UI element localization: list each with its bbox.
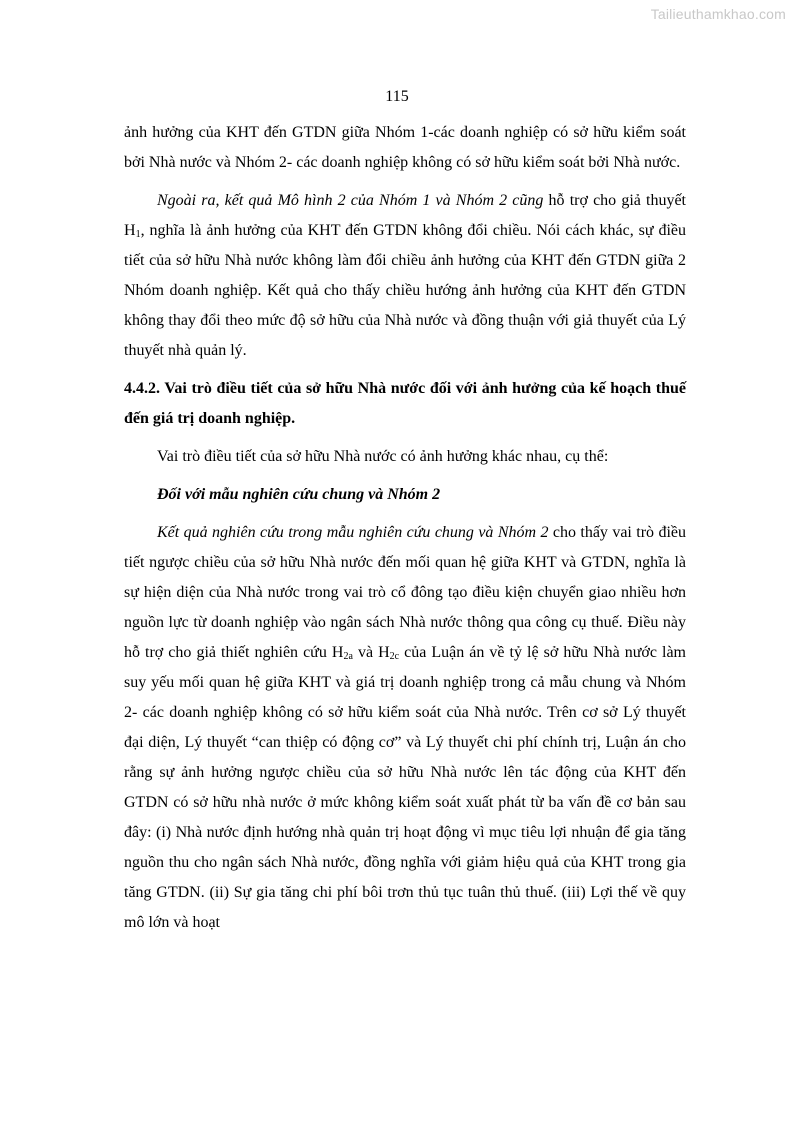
paragraph-2 xyxy=(124,186,686,366)
paragraph-4-text-a: cho thấy vai trò điều tiết ngược chiều của sở hữu Nhà nước đến mối quan hệ giữa KHT và GTDN, nghĩa là sự hiện diện của Nhà nước trong vai trò cổ đông tạo điều kiện chuyển giao nhiều hơn nguồn lực từ doanh nghiệp vào ngân sách Nhà nước thông qua công cụ thuế. Điều này hỗ trợ cho giả thiết nghiên cứu H xyxy=(124,524,687,661)
document-body xyxy=(124,118,686,946)
subheading xyxy=(124,480,686,510)
paragraph-2-text-a: hỗ trợ cho giả thuyết H xyxy=(124,192,687,239)
paragraph-4-italic: Kết quả nghiên cứu trong mẫu nghiên cứu chung và Nhóm 2 xyxy=(157,524,549,541)
section-heading: 4.4.2. Vai trò điều tiết của sở hữu Nhà nước đối với ảnh hưởng của kế hoạch thuế đến giá trị doanh nghiệp. xyxy=(124,380,686,427)
watermark: Tailieuthamkhao.com xyxy=(650,6,786,22)
paragraph-4-text-b: và H xyxy=(352,644,390,661)
paragraph-1: ảnh hưởng của KHT đến GTDN giữa Nhóm 1-các doanh nghiệp có sở hữu kiểm soát bởi Nhà nước và Nhóm 2- các doanh nghiệp không có sở hữu kiểm soát bởi Nhà nước. xyxy=(124,124,686,171)
paragraph-3: Vai trò điều tiết của sở hữu Nhà nước có ảnh hưởng khác nhau, cụ thể: xyxy=(157,448,609,465)
paragraph-2-text-b: , nghĩa là ảnh hưởng của KHT đến GTDN không đổi chiều. Nói cách khác, sự điều tiết của sở hữu Nhà nước không làm đổi chiều ảnh hưởng của KHT đến GTDN giữa 2 Nhóm doanh nghiệp. Kết quả cho thấy chiều hướng ảnh hưởng của KHT đến GTDN không thay đổi theo mức độ sở hữu của Nhà nước và đồng thuận với giả thuyết của Lý thuyết nhà quản lý. xyxy=(124,222,686,359)
subscript: 1 xyxy=(135,229,141,240)
subheading-text: Đối với mẫu nghiên cứu chung và Nhóm 2 xyxy=(157,486,441,503)
paragraph-4 xyxy=(124,518,686,938)
subscript: 2c xyxy=(389,651,400,662)
paragraph-2-italic: Ngoài ra, kết quả Mô hình 2 của Nhóm 1 và Nhóm 2 cũng xyxy=(157,192,544,209)
page-number: 115 xyxy=(385,88,409,105)
subscript: 2a xyxy=(343,651,353,662)
paragraph-4-text-c: của Luận án về tỷ lệ sở hữu Nhà nước làm suy yếu mối quan hệ giữa KHT và giá trị doanh nghiệp trong cả mẫu chung và Nhóm 2- các doanh nghiệp không có sở hữu kiểm soát của Nhà nước. Trên cơ sở Lý thuyết đại diện, Lý thuyết “can thiệp có động cơ” và Lý thuyết chi phí chính trị, Luận án cho rằng sự ảnh hưởng ngược chiều của sở hữu Nhà nước lên tác động của KHT đến GTDN có sở hữu nhà nước ở mức không kiểm soát xuất phát từ ba vấn đề cơ bản sau đây: (i) Nhà nước định hướng nhà quản trị hoạt động vì mục tiêu lợi nhuận để gia tăng nguồn thu cho ngân sách Nhà nước, đồng nghĩa với giảm hiệu quả của KHT trong gia tăng GTDN. (ii) Sự gia tăng chi phí bôi trơn thủ tục tuân thủ thuế. (iii) Lợi thế về quy mô lớn và hoạt xyxy=(124,644,687,931)
